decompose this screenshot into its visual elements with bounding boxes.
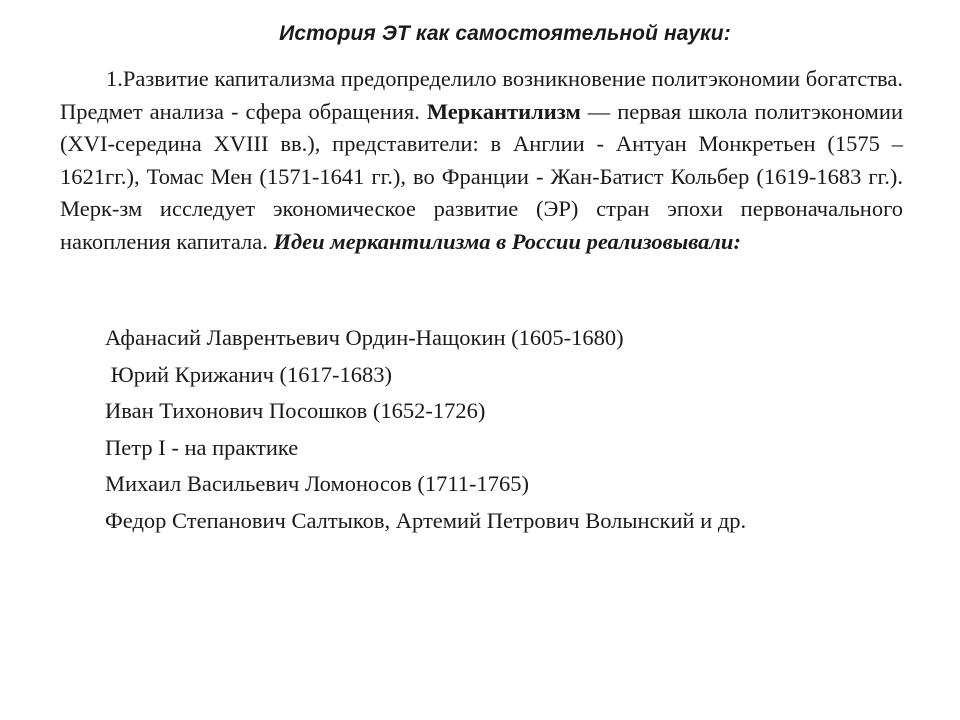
list-item: Афанасий Лаврентьевич Ордин-Нащокин (1605-1680)	[105, 325, 624, 350]
paragraph-intro: 1.Развитие капитализма предопределило возникновение политэкономии богатства. Предмет анализа - сфера обращения.	[60, 66, 903, 124]
mercantilists-list	[105, 320, 746, 539]
list-item: Иван Тихонович Посошков (1652-1726)	[105, 398, 486, 423]
russia-ideas-heading: Идеи меркантилизма в России реализовывали:	[273, 228, 741, 254]
mercantilism-term: Меркантилизм	[426, 98, 581, 124]
list-item: Петр I - на практике	[105, 434, 299, 460]
paragraph-body: — первая школа политэкономии (XVI-середина XVIII вв.), представители: в Англии - Антуан Монкретьен (1575 – 1621гг.), Томас Мен (1571-1641 гг.), во Франции - Жан-Батист Кольбер (1619-1683 гг.). Мерк-зм исследует экономическое развитие (ЭР) стран эпохи первоначального накопления капитала.	[60, 98, 903, 254]
list-item: Федор Степанович Салтыков, Артемий Петрович Волынский и др.	[105, 507, 747, 533]
slide-title: История ЭТ как самостоятельной науки:	[279, 22, 731, 45]
list-item: Михаил Васильевич Ломоносов (1711-1765)	[105, 471, 529, 496]
list-item: Юрий Крижанич (1617-1683)	[105, 361, 393, 387]
history-paragraph	[60, 63, 903, 258]
